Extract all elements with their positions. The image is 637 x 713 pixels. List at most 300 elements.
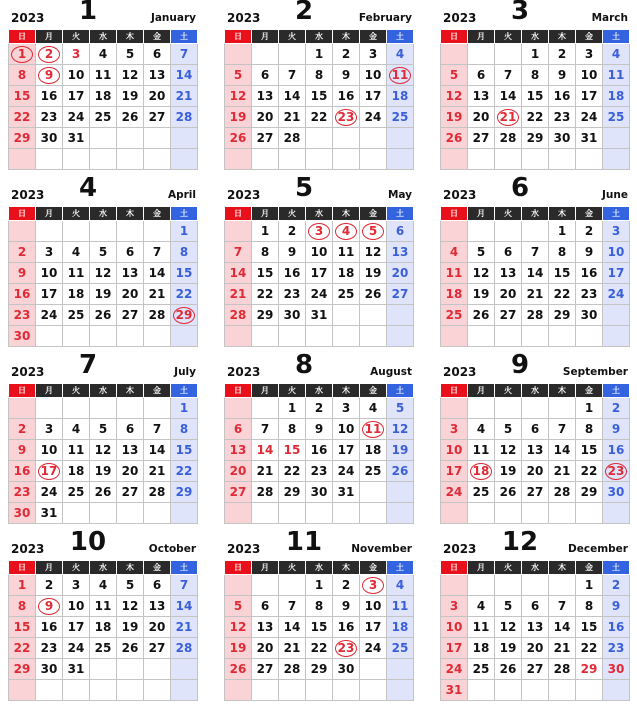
empty-cell	[144, 326, 171, 347]
day-cell: 4	[90, 44, 117, 65]
week-row	[441, 440, 630, 461]
day-cell: 16	[576, 263, 603, 284]
day-cell: 27	[144, 107, 171, 128]
weekday-header: 金	[576, 384, 603, 398]
day-cell: 11	[468, 440, 495, 461]
empty-cell	[90, 398, 117, 419]
empty-cell	[522, 326, 549, 347]
day-cell: 4	[441, 242, 468, 263]
day-cell: 24	[63, 638, 90, 659]
day-cell: 22	[306, 638, 333, 659]
day-cell: 26	[117, 107, 144, 128]
empty-cell	[117, 149, 144, 170]
day-cell: 26	[495, 482, 522, 503]
day-cell: 9	[9, 263, 36, 284]
week-row	[441, 659, 630, 680]
day-cell: 11	[90, 596, 117, 617]
empty-cell	[441, 44, 468, 65]
empty-cell	[36, 398, 63, 419]
day-cell: 2	[576, 221, 603, 242]
day-cell: 21	[171, 86, 198, 107]
day-cell: 18	[63, 461, 90, 482]
empty-cell	[63, 326, 90, 347]
weekday-header: 日	[9, 384, 36, 398]
day-cell: 24	[36, 305, 63, 326]
day-cell: 20	[252, 638, 279, 659]
holiday-circle: 5	[362, 223, 384, 240]
day-cell: 18	[387, 86, 414, 107]
day-cell: 8	[171, 419, 198, 440]
week-row	[9, 680, 198, 701]
day-cell: 9	[576, 242, 603, 263]
month-august	[224, 350, 414, 524]
weekday-header: 木	[333, 561, 360, 575]
day-cell: 7	[522, 242, 549, 263]
day-cell: 23	[306, 461, 333, 482]
empty-cell	[522, 503, 549, 524]
day-cell: 12	[387, 419, 414, 440]
day-cell: 25	[603, 107, 630, 128]
weekday-header: 土	[387, 384, 414, 398]
year-label: 2023	[227, 365, 261, 379]
week-row	[441, 263, 630, 284]
weekday-header: 水	[522, 30, 549, 44]
day-cell: 11	[387, 596, 414, 617]
day-cell: 17	[441, 638, 468, 659]
weekday-header: 金	[576, 561, 603, 575]
weekday-header: 木	[549, 384, 576, 398]
day-cell: 20	[117, 461, 144, 482]
day-cell: 19	[225, 638, 252, 659]
year-label: 2023	[227, 542, 261, 556]
month-header	[8, 350, 198, 383]
month-january	[8, 2, 198, 170]
day-cell: 22	[9, 107, 36, 128]
empty-cell	[549, 575, 576, 596]
day-cell: 6	[144, 44, 171, 65]
day-cell: 30	[576, 305, 603, 326]
day-cell: 12	[468, 263, 495, 284]
day-cell: 10	[36, 440, 63, 461]
week-row	[441, 596, 630, 617]
month-number: 8	[294, 350, 314, 380]
day-cell: 3	[36, 242, 63, 263]
month-april	[8, 173, 198, 347]
day-cell: 24	[576, 107, 603, 128]
weekday-header-row	[225, 561, 414, 575]
day-cell: 10	[63, 596, 90, 617]
day-cell: 1	[279, 398, 306, 419]
day-cell: 1	[549, 221, 576, 242]
week-row	[441, 221, 630, 242]
day-cell: 12	[225, 617, 252, 638]
day-cell: 27	[522, 659, 549, 680]
weekday-header: 月	[252, 561, 279, 575]
empty-cell	[549, 680, 576, 701]
day-cell: 20	[468, 107, 495, 128]
weekday-header: 木	[117, 30, 144, 44]
week-row	[9, 305, 198, 326]
day-cell: 4	[360, 398, 387, 419]
month-number: 10	[69, 527, 107, 557]
day-cell: 10	[576, 65, 603, 86]
week-row	[225, 680, 414, 701]
day-cell: 8	[306, 596, 333, 617]
week-row	[441, 149, 630, 170]
week-row	[9, 65, 198, 86]
weekday-header: 火	[63, 207, 90, 221]
day-cell: 1	[252, 221, 279, 242]
weekday-header: 火	[63, 384, 90, 398]
day-cell: 30	[549, 128, 576, 149]
empty-cell	[90, 326, 117, 347]
day-cell: 7	[279, 65, 306, 86]
weekday-header: 土	[387, 561, 414, 575]
day-cell: 23	[603, 638, 630, 659]
weekday-header: 土	[171, 30, 198, 44]
day-cell: 30	[279, 305, 306, 326]
empty-cell	[279, 149, 306, 170]
year-label: 2023	[11, 188, 45, 202]
month-name: July	[174, 366, 196, 378]
day-cell: 1	[171, 221, 198, 242]
weekday-header: 月	[468, 561, 495, 575]
day-cell: 25	[333, 284, 360, 305]
weekday-header: 月	[36, 207, 63, 221]
weekday-header: 日	[9, 561, 36, 575]
empty-cell	[441, 503, 468, 524]
week-row	[9, 221, 198, 242]
day-cell: 6	[252, 65, 279, 86]
year-label: 2023	[11, 542, 45, 556]
day-cell: 16	[549, 86, 576, 107]
year-label: 2023	[227, 11, 261, 25]
day-cell	[360, 575, 387, 596]
month-header	[440, 527, 630, 560]
empty-cell	[90, 503, 117, 524]
day-cell: 24	[441, 659, 468, 680]
empty-cell	[603, 149, 630, 170]
empty-cell	[360, 128, 387, 149]
day-cell: 31	[63, 128, 90, 149]
day-cell: 3	[360, 44, 387, 65]
weekday-header: 土	[171, 207, 198, 221]
day-cell: 20	[252, 107, 279, 128]
weekday-header: 火	[63, 561, 90, 575]
day-cell: 6	[387, 221, 414, 242]
day-cell	[171, 305, 198, 326]
day-cell: 29	[252, 305, 279, 326]
day-cell	[387, 65, 414, 86]
empty-cell	[36, 326, 63, 347]
week-row	[9, 461, 198, 482]
month-header	[224, 527, 414, 560]
day-cell: 20	[522, 638, 549, 659]
day-cell: 4	[468, 596, 495, 617]
day-cell: 11	[441, 263, 468, 284]
day-cell: 23	[279, 284, 306, 305]
day-cell	[603, 461, 630, 482]
day-cell: 16	[333, 617, 360, 638]
empty-cell	[360, 305, 387, 326]
day-cell: 22	[576, 638, 603, 659]
month-number: 2	[294, 0, 314, 26]
empty-cell	[279, 326, 306, 347]
day-cell: 4	[63, 419, 90, 440]
empty-cell	[495, 575, 522, 596]
day-cell: 17	[603, 263, 630, 284]
day-cell: 27	[495, 305, 522, 326]
week-row	[225, 617, 414, 638]
empty-cell	[252, 326, 279, 347]
day-cell: 2	[306, 398, 333, 419]
day-cell: 18	[90, 617, 117, 638]
day-cell: 19	[117, 617, 144, 638]
weekday-header: 火	[495, 384, 522, 398]
empty-cell	[468, 575, 495, 596]
month-header	[440, 2, 630, 29]
day-cell: 2	[333, 44, 360, 65]
empty-cell	[225, 44, 252, 65]
weekday-header: 月	[36, 30, 63, 44]
month-number: 12	[501, 527, 539, 557]
day-cell: 24	[441, 482, 468, 503]
day-cell: 20	[144, 86, 171, 107]
day-cell	[36, 461, 63, 482]
day-cell: 10	[360, 65, 387, 86]
weekday-header: 日	[225, 561, 252, 575]
day-cell: 15	[549, 263, 576, 284]
day-cell: 18	[603, 86, 630, 107]
day-cell: 13	[225, 440, 252, 461]
empty-cell	[360, 503, 387, 524]
empty-cell	[387, 503, 414, 524]
day-cell: 15	[279, 440, 306, 461]
empty-cell	[360, 659, 387, 680]
day-cell: 22	[306, 107, 333, 128]
empty-cell	[549, 326, 576, 347]
day-cell: 29	[9, 659, 36, 680]
day-cell: 12	[117, 65, 144, 86]
week-row	[9, 575, 198, 596]
empty-cell	[333, 305, 360, 326]
day-cell: 25	[468, 659, 495, 680]
weekday-header: 木	[333, 384, 360, 398]
empty-cell	[360, 326, 387, 347]
day-cell: 24	[603, 284, 630, 305]
empty-cell	[603, 503, 630, 524]
day-cell: 8	[9, 596, 36, 617]
day-cell: 4	[468, 419, 495, 440]
day-cell: 17	[63, 617, 90, 638]
month-december	[440, 527, 630, 701]
weekday-header-row	[441, 207, 630, 221]
day-cell: 5	[117, 575, 144, 596]
empty-cell	[117, 326, 144, 347]
day-cell: 4	[603, 44, 630, 65]
month-name: November	[351, 543, 412, 555]
month-grid	[8, 560, 198, 701]
day-cell: 8	[522, 65, 549, 86]
day-cell: 6	[468, 65, 495, 86]
empty-cell	[468, 44, 495, 65]
day-cell: 1	[9, 575, 36, 596]
day-cell: 23	[9, 482, 36, 503]
empty-cell	[522, 398, 549, 419]
day-cell: 21	[252, 461, 279, 482]
weekday-header: 月	[468, 207, 495, 221]
day-cell: 19	[495, 461, 522, 482]
weekday-header: 土	[603, 207, 630, 221]
day-cell: 3	[441, 419, 468, 440]
month-number: 6	[510, 173, 530, 203]
empty-cell	[171, 128, 198, 149]
day-cell: 18	[63, 284, 90, 305]
day-cell: 17	[360, 617, 387, 638]
day-cell: 24	[360, 107, 387, 128]
day-cell: 21	[549, 638, 576, 659]
day-cell: 25	[63, 305, 90, 326]
empty-cell	[333, 326, 360, 347]
week-row	[225, 575, 414, 596]
weekday-header: 土	[387, 30, 414, 44]
day-cell: 20	[225, 461, 252, 482]
day-cell: 24	[333, 461, 360, 482]
day-cell: 30	[603, 482, 630, 503]
day-cell: 2	[36, 575, 63, 596]
day-cell: 15	[171, 263, 198, 284]
day-cell: 7	[225, 242, 252, 263]
week-row	[225, 65, 414, 86]
month-header	[8, 527, 198, 560]
empty-cell	[495, 149, 522, 170]
week-row	[225, 596, 414, 617]
day-cell: 16	[279, 263, 306, 284]
week-row	[441, 65, 630, 86]
month-grid	[440, 383, 630, 524]
empty-cell	[252, 680, 279, 701]
day-cell: 28	[171, 638, 198, 659]
day-cell: 15	[576, 617, 603, 638]
month-grid	[8, 206, 198, 347]
day-cell: 7	[252, 419, 279, 440]
empty-cell	[495, 680, 522, 701]
day-cell: 17	[360, 86, 387, 107]
week-row	[9, 596, 198, 617]
day-cell: 19	[441, 107, 468, 128]
weekday-header: 日	[441, 561, 468, 575]
day-cell: 3	[333, 398, 360, 419]
day-cell: 27	[252, 128, 279, 149]
day-cell: 11	[468, 617, 495, 638]
empty-cell	[117, 221, 144, 242]
month-header	[440, 350, 630, 383]
day-cell: 13	[468, 86, 495, 107]
week-row	[441, 107, 630, 128]
day-cell: 19	[117, 86, 144, 107]
day-cell: 29	[549, 305, 576, 326]
year-label: 2023	[443, 365, 477, 379]
week-row	[441, 128, 630, 149]
month-may	[224, 173, 414, 347]
day-cell: 10	[306, 242, 333, 263]
day-cell: 28	[144, 305, 171, 326]
day-cell: 13	[144, 596, 171, 617]
weekday-header-row	[9, 30, 198, 44]
day-cell: 28	[144, 482, 171, 503]
day-cell: 25	[441, 305, 468, 326]
weekday-header: 土	[171, 561, 198, 575]
weekday-header: 月	[36, 384, 63, 398]
month-name: April	[167, 189, 196, 201]
day-cell: 10	[63, 65, 90, 86]
week-row	[441, 461, 630, 482]
day-cell	[495, 107, 522, 128]
day-cell: 20	[117, 284, 144, 305]
day-cell: 29	[522, 128, 549, 149]
month-header	[224, 350, 414, 383]
month-number: 4	[78, 173, 98, 203]
empty-cell	[252, 575, 279, 596]
weekday-header: 火	[279, 30, 306, 44]
week-row	[9, 659, 198, 680]
empty-cell	[360, 680, 387, 701]
week-row	[225, 461, 414, 482]
day-cell: 25	[63, 482, 90, 503]
day-cell: 31	[63, 659, 90, 680]
empty-cell	[306, 326, 333, 347]
week-row	[225, 503, 414, 524]
weekday-header-row	[9, 561, 198, 575]
day-cell: 7	[549, 596, 576, 617]
weekday-header: 水	[90, 30, 117, 44]
day-cell: 23	[576, 284, 603, 305]
weekday-header-row	[225, 384, 414, 398]
weekday-header: 金	[144, 384, 171, 398]
day-cell: 11	[63, 263, 90, 284]
year-label: 2023	[11, 365, 45, 379]
empty-cell	[387, 680, 414, 701]
day-cell: 9	[603, 419, 630, 440]
week-row	[225, 86, 414, 107]
day-cell: 4	[90, 575, 117, 596]
empty-cell	[306, 680, 333, 701]
day-cell: 17	[63, 86, 90, 107]
empty-cell	[144, 680, 171, 701]
day-cell: 5	[90, 419, 117, 440]
weekday-header: 火	[63, 30, 90, 44]
empty-cell	[333, 503, 360, 524]
week-row	[225, 659, 414, 680]
holiday-circle: 11	[389, 67, 411, 84]
month-name: March	[591, 12, 628, 24]
day-cell: 12	[117, 596, 144, 617]
empty-cell	[441, 326, 468, 347]
day-cell: 25	[90, 638, 117, 659]
week-row	[225, 398, 414, 419]
day-cell: 8	[171, 242, 198, 263]
day-cell: 25	[387, 638, 414, 659]
month-grid	[440, 206, 630, 347]
empty-cell	[144, 503, 171, 524]
day-cell: 20	[522, 461, 549, 482]
empty-cell	[279, 575, 306, 596]
day-cell: 22	[9, 638, 36, 659]
week-row	[9, 242, 198, 263]
empty-cell	[333, 128, 360, 149]
day-cell: 12	[90, 263, 117, 284]
week-row	[9, 149, 198, 170]
